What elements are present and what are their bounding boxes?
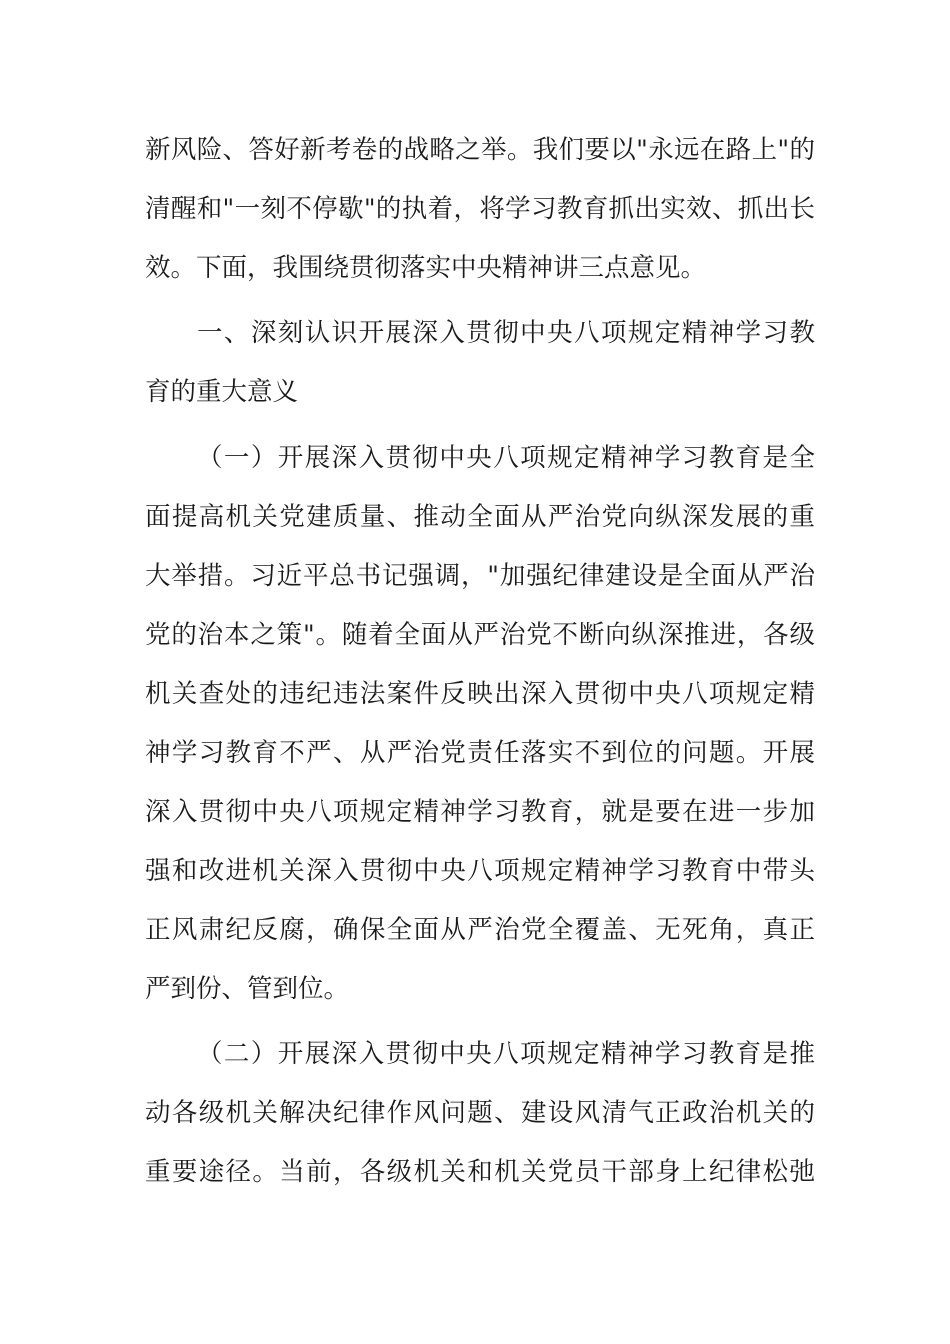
text-line-14: 正风肃纪反腐，确保全面从严治党全覆盖、无死角，真正 [145,915,815,945]
text-line-11: 神学习教育不严、从严治党责任落实不到位的问题。开展 [145,738,815,768]
text-line-15: 严到份、管到位。 [145,974,350,1004]
text-line-6: （一）开展深入贯彻中央八项规定精神学习教育是全 [197,443,815,473]
text-line-2: 清醒和"一刻不停歇"的执着，将学习教育抓出实效、抓出长 [145,194,815,224]
text-line-16: （二）开展深入贯彻中央八项规定精神学习教育是推 [197,1039,815,1069]
text-line-12: 深入贯彻中央八项规定精神学习教育，就是要在进一步加 [145,797,815,827]
text-line-7: 面提高机关党建质量、推动全面从严治党向纵深发展的重 [145,502,815,532]
section-heading-line-2: 育的重大意义 [145,377,299,407]
text-line-18: 重要途径。当前，各级机关和机关党员干部身上纪律松弛 [145,1157,815,1187]
text-line-17: 动各级机关解决纪律作风问题、建设风清气正政治机关的 [145,1098,815,1128]
text-line-9: 党的治本之策"。随着全面从严治党不断向纵深推进，各级 [145,620,815,650]
text-line-8: 大举措。习近平总书记强调，"加强纪律建设是全面从严治 [145,561,815,591]
text-line-10: 机关查处的违纪违法案件反映出深入贯彻中央八项规定精 [145,679,815,709]
text-line-1: 新风险、答好新考卷的战略之举。我们要以"永远在路上"的 [145,135,815,165]
section-heading-line-1: 一、深刻认识开展深入贯彻中央八项规定精神学习教 [197,318,815,348]
text-line-13: 强和改进机关深入贯彻中央八项规定精神学习教育中带头 [145,856,815,886]
text-line-3: 效。下面，我围绕贯彻落实中央精神讲三点意见。 [145,253,707,283]
